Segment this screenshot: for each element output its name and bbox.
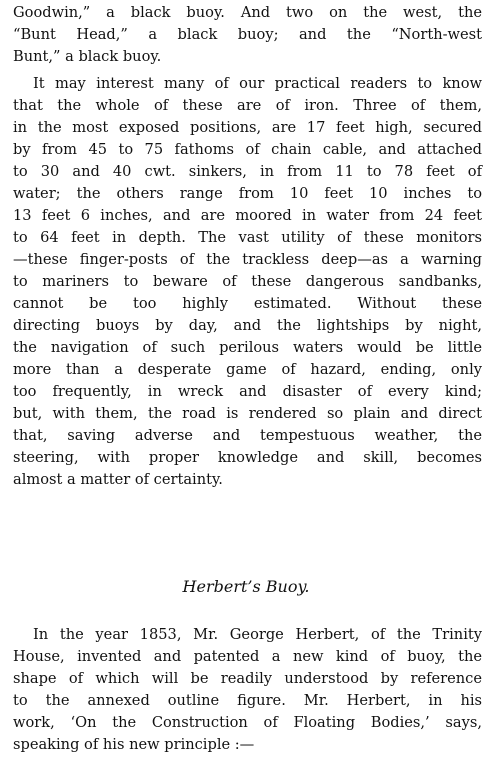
text-line: It may interest many of our practical readers to know xyxy=(33,75,482,92)
text-line: that, saving adverse and tempestuous weather, the xyxy=(13,427,482,444)
text-line: in the most exposed positions, are 17 feet high, secured xyxy=(13,119,482,136)
text-line: In the year 1853, Mr. George Herbert, of the Trinity xyxy=(33,626,482,643)
text-line: House, invented and patented a new kind of buoy, the xyxy=(13,648,482,665)
text-line: almost a matter of certainty. xyxy=(13,471,223,488)
text-line: directing buoys by day, and the lightships by night, xyxy=(13,317,482,334)
text-line: the navigation of such perilous waters would be little xyxy=(13,339,482,356)
text-line: work, ‘On the Construction of Floating Bodies,’ says, xyxy=(13,714,482,731)
text-line: to 30 and 40 cwt. sinkers, in from 11 to 78 feet of xyxy=(13,163,482,180)
text-line: Goodwin,” a black buoy. And two on the west, the xyxy=(13,4,482,21)
text-line: —these finger-posts of the trackless deep—as a warning xyxy=(13,251,482,268)
text-line: by from 45 to 75 fathoms of chain cable, and attached xyxy=(13,141,482,158)
text-line: “Bunt Head,” a black buoy; and the “North-west xyxy=(13,26,482,43)
text-line: water; the others range from 10 feet 10 inches to xyxy=(13,185,482,202)
text-line: to mariners to beware of these dangerous sandbanks, xyxy=(13,273,482,290)
text-line: more than a desperate game of hazard, ending, only xyxy=(13,361,482,378)
text-line: Bunt,” a black buoy. xyxy=(13,48,162,65)
text-line: that the whole of these are of iron. Three of them, xyxy=(13,97,482,114)
text-line: to the annexed outline figure. Mr. Herbert, in his xyxy=(13,692,482,709)
text-line: too frequently, in wreck and disaster of every kind; xyxy=(13,383,482,400)
text-line: to 64 feet in depth. The vast utility of these monitors xyxy=(13,229,482,246)
text-line: speaking of his new principle :— xyxy=(13,736,255,753)
text-line: cannot be too highly estimated. Without these xyxy=(13,295,482,312)
text-line: but, with them, the road is rendered so plain and direct xyxy=(13,405,482,422)
text-line: steering, with proper knowledge and skill, becomes xyxy=(13,449,482,466)
text-line: 13 feet 6 inches, and are moored in water from 24 feet xyxy=(13,207,482,224)
section-heading: Herbert’s Buoy. xyxy=(182,577,310,596)
text-line: shape of which will be readily understood by reference xyxy=(13,670,482,687)
